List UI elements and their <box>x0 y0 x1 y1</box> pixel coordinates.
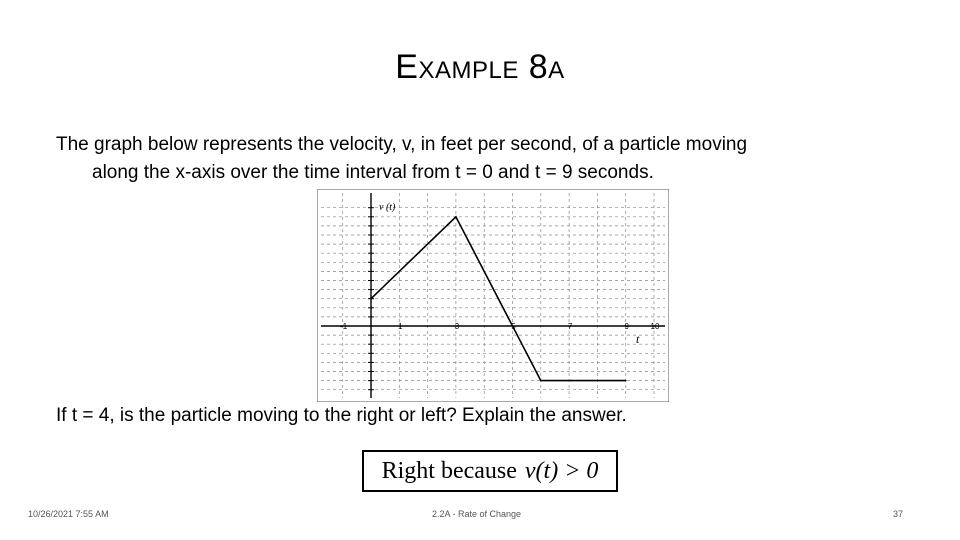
x-tick-label: 1 <box>398 322 403 331</box>
x-tick-label: -1 <box>340 322 348 331</box>
data-point <box>540 380 542 382</box>
intro-paragraph <box>56 131 906 187</box>
question-text: If t = 4, is the particle moving to the right or left? Explain the answer. <box>56 405 627 426</box>
intro-line-1: The graph below represents the velocity, v, in feet per second, of a particle moving <box>56 134 748 155</box>
footer-page-number: 37 <box>893 509 904 519</box>
velocity-graph <box>317 189 669 402</box>
data-point <box>625 380 627 382</box>
slide-title: Example 8a <box>395 48 565 86</box>
answer-box <box>362 450 618 492</box>
x-tick-label: 10 <box>650 322 660 331</box>
v-axis-label: v (t) <box>379 202 396 213</box>
t-axis-label: t <box>636 332 640 346</box>
footer-date: 10/26/2021 7:55 AM <box>28 509 109 519</box>
data-point <box>370 298 372 300</box>
data-point <box>455 216 457 218</box>
x-tick-label: 9 <box>624 322 629 331</box>
x-tick-label: 3 <box>454 322 460 331</box>
answer-math: v(t) > 0 <box>524 457 599 484</box>
x-tick-label: 7 <box>567 322 573 331</box>
answer-prefix: Right because <box>381 457 517 484</box>
intro-line-2: along the x-axis over the time interval from t = 0 and t = 9 seconds. <box>92 162 654 183</box>
footer-center: 2.2A - Rate of Change <box>432 509 522 519</box>
x-tick-label: 5 <box>511 322 516 331</box>
